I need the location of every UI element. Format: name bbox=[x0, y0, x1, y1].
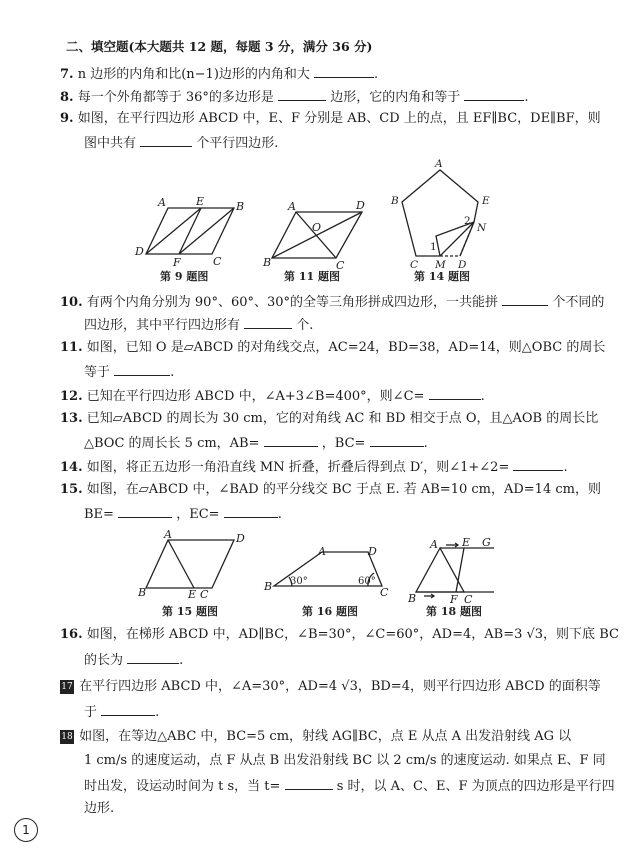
fig16-angle-30: 30° bbox=[290, 576, 308, 587]
q18-number-box: 18 bbox=[61, 731, 73, 742]
fig9-label-b: B bbox=[236, 200, 245, 213]
q18-text-1: 如图，在等边△ABC 中，BC=5 cm，射线 AG∥BC，点 E 从点 A 出发沿射线 AG 以 bbox=[79, 729, 572, 744]
q10-text-1a: 有两个内角分别为 90°、60°、30°的全等三角形拼成四边形，一共能拼 bbox=[86, 295, 499, 310]
fig16-label-b: B bbox=[264, 580, 273, 593]
fig11-caption: 第 11 题图 bbox=[284, 270, 340, 283]
q10-answer-blank-1[interactable] bbox=[502, 292, 548, 306]
fig15-label-a: A bbox=[164, 528, 172, 541]
q17-end: . bbox=[155, 705, 160, 720]
q7-answer-blank[interactable] bbox=[314, 64, 374, 78]
q15-number: 15. bbox=[60, 482, 83, 497]
fig14-angle-2: 2 bbox=[464, 215, 471, 227]
fig18-label-e: E bbox=[462, 536, 471, 549]
q11-end: . bbox=[170, 365, 175, 380]
q7-text: n 边形的内角和比(n−1)边形的内角和大 bbox=[77, 67, 310, 82]
q12-number: 12. bbox=[60, 389, 83, 404]
fig11-label-b: B bbox=[263, 256, 272, 269]
fig9-label-d: D bbox=[135, 245, 144, 258]
question-13-line-2 bbox=[84, 433, 624, 453]
fig14-label-n: N bbox=[477, 222, 487, 234]
fig9-label-f: F bbox=[173, 256, 181, 269]
q10-number: 10. bbox=[60, 295, 83, 310]
fig11-label-o: O bbox=[312, 221, 322, 234]
q16-end: . bbox=[179, 653, 184, 668]
q14-number: 14. bbox=[60, 460, 83, 475]
question-18-line-3 bbox=[84, 776, 624, 796]
fig9-segment-bf bbox=[179, 208, 234, 254]
page-number: 1 bbox=[14, 818, 38, 842]
section-header: 二、填空题(本大题共 12 题，每题 3 分，满分 36 分) bbox=[66, 39, 373, 54]
fig9-label-a: A bbox=[158, 196, 166, 209]
q17-text-2a: 于 bbox=[84, 705, 98, 720]
question-15-line-1 bbox=[60, 481, 600, 499]
fig9-segment-ef bbox=[179, 208, 201, 254]
fig18-caption: 第 18 题图 bbox=[426, 605, 482, 618]
fig18-label-f: F bbox=[450, 593, 458, 606]
question-11-line-2 bbox=[84, 362, 624, 382]
fig14-caption: 第 14 题图 bbox=[414, 270, 470, 283]
q11-text-1: 如图，已知 O 是▱ABCD 的对角线交点，AC=24，BD=38，AD=14，则△OBC 的周长 bbox=[86, 340, 606, 355]
fig18-label-g: G bbox=[482, 536, 491, 549]
question-8 bbox=[60, 87, 600, 107]
q18-text-2: 1 cm/s 的速度运动，点 F 从点 B 出发沿射线 BC 以 2 cm/s 的速度运动. 如果点 E、F 同 bbox=[84, 753, 606, 768]
q18-text-4: 边形. bbox=[84, 801, 115, 816]
figure-14 bbox=[388, 156, 500, 284]
fig9-segment-de bbox=[146, 208, 201, 254]
q13-answer-blank-2[interactable] bbox=[370, 433, 424, 447]
question-17-line-1 bbox=[60, 678, 600, 696]
question-18-line-4 bbox=[84, 800, 624, 818]
q11-number: 11. bbox=[60, 340, 83, 355]
q13-answer-blank-1[interactable] bbox=[264, 433, 318, 447]
q18-text-3b: s 时，以 A、C、E、F 为顶点的四边形是平行四 bbox=[336, 779, 615, 794]
fig14-label-d: D bbox=[458, 259, 467, 271]
q8-answer-blank-2[interactable] bbox=[464, 87, 524, 101]
q8-end: . bbox=[524, 90, 529, 105]
q8-text-b: 边形，它的内角和等于 bbox=[330, 90, 461, 105]
fig11-label-d: D bbox=[356, 199, 365, 212]
fig18-label-c: C bbox=[464, 593, 473, 606]
question-12 bbox=[60, 386, 600, 406]
q13-number: 13. bbox=[60, 411, 83, 426]
q15-answer-blank-1[interactable] bbox=[118, 504, 172, 518]
q7-number: 7. bbox=[60, 67, 74, 82]
q9-answer-blank[interactable] bbox=[140, 133, 192, 147]
q18-text-3a: 时出发，设运动时间为 t s，当 t= bbox=[84, 779, 281, 794]
fig16-label-c: C bbox=[380, 586, 389, 599]
question-10-line-2 bbox=[84, 315, 624, 335]
question-16-line-2 bbox=[84, 650, 624, 670]
q7-end: . bbox=[374, 67, 379, 82]
question-18-line-2 bbox=[84, 752, 624, 770]
q9-text-2a: 图中共有 bbox=[84, 136, 137, 151]
q16-text-2a: 的长为 bbox=[84, 653, 124, 668]
fig15-label-c: C bbox=[200, 588, 209, 601]
fig14-fold-line-mn bbox=[440, 222, 474, 256]
question-16-line-1 bbox=[60, 626, 619, 644]
q16-answer-blank[interactable] bbox=[127, 650, 179, 664]
question-17-line-2 bbox=[84, 702, 624, 722]
q15-text-1: 如图，在▱ABCD 中，∠BAD 的平分线交 BC 于点 E. 若 AB=10 cm，AD=14 cm，则 bbox=[86, 482, 601, 497]
question-9-line-1 bbox=[60, 110, 600, 128]
q11-answer-blank[interactable] bbox=[114, 362, 170, 376]
q13-text-1: 已知▱ABCD 的周长为 30 cm，它的对角线 AC 和 BD 相交于点 O，且△AOB 的周长比 bbox=[86, 411, 599, 426]
question-15-line-2 bbox=[84, 504, 624, 524]
figure-11 bbox=[258, 196, 376, 284]
q12-end: . bbox=[480, 389, 485, 404]
q9-text-2b: 个平行四边形. bbox=[196, 136, 279, 151]
fig15-label-e: E bbox=[188, 588, 197, 601]
q8-answer-blank-1[interactable] bbox=[278, 87, 326, 101]
fig14-label-m: M bbox=[435, 259, 446, 271]
q15-answer-blank-2[interactable] bbox=[224, 504, 278, 518]
question-11-line-1 bbox=[60, 339, 606, 357]
q13-end: . bbox=[423, 436, 428, 451]
figure-9 bbox=[130, 192, 250, 284]
q15-end: . bbox=[277, 507, 282, 522]
fig14-label-c: C bbox=[410, 259, 419, 271]
fig15-caption: 第 15 题图 bbox=[162, 605, 218, 618]
fig9-caption: 第 9 题图 bbox=[160, 270, 209, 283]
q9-number: 9. bbox=[60, 111, 74, 126]
q9-text-1: 如图，在平行四边形 ABCD 中，E、F 分别是 AB、CD 上的点，且 EF∥BC，DE∥BF，则 bbox=[77, 111, 601, 126]
q14-answer-blank[interactable] bbox=[513, 457, 563, 471]
q17-answer-blank[interactable] bbox=[101, 702, 155, 716]
q10-text-2b: 个. bbox=[296, 318, 314, 333]
question-13-line-1 bbox=[60, 410, 600, 428]
question-10-line-1 bbox=[60, 292, 605, 312]
q15-text-2b: ，EC= bbox=[176, 507, 220, 522]
fig9-label-c: C bbox=[213, 255, 222, 268]
fig14-label-a: A bbox=[435, 158, 443, 170]
q18-answer-blank[interactable] bbox=[285, 776, 333, 790]
figure-15 bbox=[138, 526, 250, 618]
fig11-label-a: A bbox=[288, 200, 296, 213]
fig16-label-d: D bbox=[368, 545, 377, 558]
question-18-line-1 bbox=[60, 728, 600, 746]
q10-text-2a: 四边形，其中平行四边形有 bbox=[84, 318, 241, 333]
question-9-line-2 bbox=[84, 133, 624, 153]
figure-16 bbox=[262, 542, 394, 618]
fig16-caption: 第 16 题图 bbox=[302, 605, 358, 618]
q17-text-1: 在平行四边形 ABCD 中，∠A=30°，AD=4 √3，BD=4，则平行四边形 ABCD 的面积等 bbox=[79, 679, 601, 694]
q8-number: 8. bbox=[60, 90, 74, 105]
fig14-label-e: E bbox=[482, 195, 490, 207]
q14-text: 如图，将正五边形一角沿直线 MN 折叠，折叠后得到点 D′，则∠1+∠2= bbox=[86, 460, 510, 475]
fig15-label-d: D bbox=[236, 532, 245, 545]
fig16-angle-60: 60° bbox=[358, 576, 376, 587]
fig14-angle-1: 1 bbox=[430, 241, 437, 253]
fig15-bisector-ae bbox=[168, 540, 194, 588]
q12-answer-blank[interactable] bbox=[429, 386, 481, 400]
fig11-label-c: C bbox=[336, 259, 345, 272]
q16-text-1: 如图，在梯形 ABCD 中，AD∥BC，∠B=30°，∠C=60°，AD=4，AB=3 √3，则下底 BC bbox=[86, 627, 619, 642]
q10-text-1b: 个不同的 bbox=[552, 295, 605, 310]
q12-text: 已知在平行四边形 ABCD 中，∠A+3∠B=400°，则∠C= bbox=[86, 389, 425, 404]
q8-text-a: 每一个外角都等于 36°的多边形是 bbox=[77, 90, 274, 105]
q11-text-2a: 等于 bbox=[84, 365, 111, 380]
question-7 bbox=[60, 64, 600, 84]
q15-text-2a: BE= bbox=[84, 507, 114, 522]
q14-end: . bbox=[563, 460, 568, 475]
fig15-label-b: B bbox=[138, 586, 147, 599]
q13-text-2b: ，BC= bbox=[321, 436, 366, 451]
q17-number-box: 17 bbox=[61, 681, 73, 692]
q13-text-2a: △BOC 的周长长 5 cm，AB= bbox=[84, 436, 260, 451]
fig9-label-e: E bbox=[196, 195, 205, 208]
q10-answer-blank-2[interactable] bbox=[244, 315, 292, 329]
figure-18 bbox=[408, 536, 500, 618]
question-14 bbox=[60, 457, 600, 477]
fig14-pentagon bbox=[402, 170, 478, 256]
q16-number: 16. bbox=[60, 627, 83, 642]
fig14-label-b: B bbox=[391, 195, 399, 207]
fig18-label-b: B bbox=[408, 592, 417, 605]
fig16-label-a: A bbox=[318, 545, 326, 558]
fig18-label-a: A bbox=[430, 538, 438, 551]
